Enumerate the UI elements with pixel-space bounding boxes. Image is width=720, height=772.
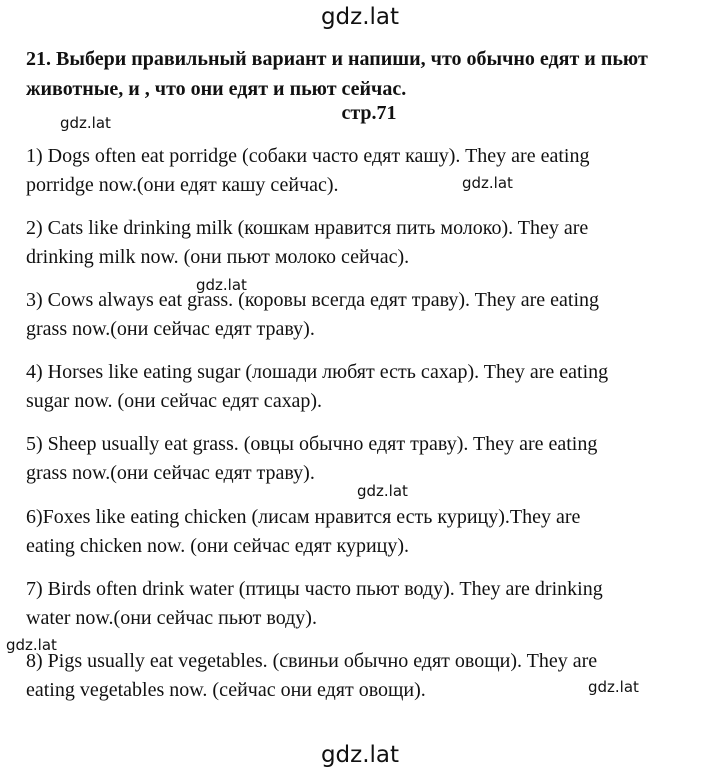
answer-item — [26, 575, 706, 633]
answer-line: 1) Dogs often eat porridge (собаки часто едят кашу). They are eating — [26, 145, 590, 167]
watermark-small: gdz.lat — [196, 276, 247, 294]
answer-line: water now.(они сейчас пьют воду). — [26, 607, 317, 629]
answer-line: 2) Cats like drinking milk (кошкам нравится пить молоко). They are — [26, 217, 589, 239]
answer-item — [26, 214, 706, 272]
answer-item — [26, 286, 706, 344]
answer-line: porridge now.(они едят кашу сейчас). — [26, 174, 339, 196]
watermark-small: gdz.lat — [588, 678, 639, 696]
answer-line: 4) Horses like eating sugar (лошади любят есть сахар). They are eating — [26, 361, 609, 383]
watermark-small: gdz.lat — [60, 114, 111, 132]
answer-line: 7) Birds often drink water (птицы часто пьют воду). They are drinking — [26, 578, 603, 600]
answer-item — [26, 358, 706, 416]
answer-item — [26, 503, 706, 561]
watermark-small: gdz.lat — [6, 636, 57, 654]
answer-line: grass now.(они сейчас едят траву). — [26, 462, 315, 484]
answer-line: drinking milk now. (они пьют молоко сейчас). — [26, 246, 410, 268]
watermark-bottom: gdz.lat — [320, 742, 400, 768]
watermark-small: gdz.lat — [462, 174, 513, 192]
answer-line: 6)Foxes like eating chicken (лисам нравится есть курицу).They are — [26, 506, 581, 528]
answer-item — [26, 647, 706, 705]
answer-line: eating chicken now. (они сейчас едят курицу). — [26, 535, 410, 557]
answer-line: sugar now. (они сейчас едят сахар). — [26, 390, 323, 412]
answer-line: eating vegetables now. (сейчас они едят овощи). — [26, 679, 426, 701]
answer-line: grass now.(они сейчас едят траву). — [26, 318, 315, 340]
answer-item — [26, 430, 706, 488]
answer-line: 8) Pigs usually eat vegetables. (свиньи обычно едят овощи). They are — [26, 650, 598, 672]
watermark-small: gdz.lat — [357, 482, 408, 500]
answer-line: 5) Sheep usually eat grass. (овцы обычно едят траву). They are eating — [26, 433, 598, 455]
page-reference: стр.71 — [341, 102, 397, 124]
task-heading: 21. Выбери правильный вариант и напиши, что обычно едят и пьют животные, и , что они едят и пьют сейчас. — [26, 48, 648, 100]
answer-item — [26, 142, 706, 200]
watermark-top: gdz.lat — [320, 4, 400, 30]
answer-line: 3) Cows always eat grass. (коровы всегда едят траву). They are eating — [26, 289, 600, 311]
